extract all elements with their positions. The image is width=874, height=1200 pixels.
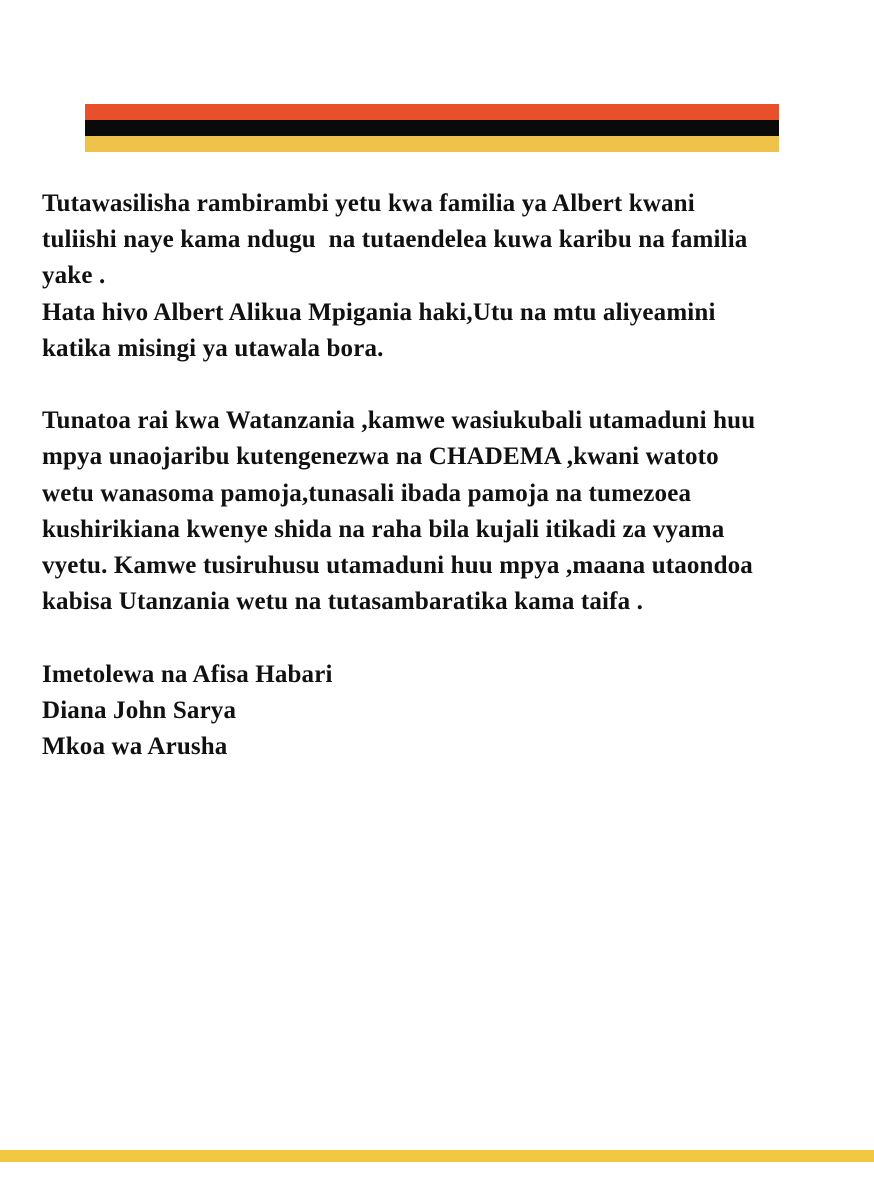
footer-accent-bar: [0, 1150, 874, 1162]
signature-region: Mkoa wa Arusha: [42, 733, 228, 761]
paragraph-gap: [42, 620, 872, 656]
condolence-line-1: Tutawasilisha rambirambi yetu kwa familia ya Albert kwani: [42, 190, 695, 217]
appeal-line-6: kabisa Utanzania wetu na tutasambaratika kama taifa .: [42, 588, 644, 616]
party-flag-band: [85, 104, 779, 152]
appeal-line-1: Tunatoa rai kwa Watanzania ,kamwe wasiukubali utamaduni huu: [42, 407, 756, 435]
condolence-line-2: tuliishi naye kama ndugu na tutaendelea kuwa karibu na familia: [42, 226, 748, 254]
condolence-line-3: yake .: [42, 262, 106, 290]
signature-issuer: Imetolewa na Afisa Habari: [42, 660, 333, 688]
condolence-line-4: Hata hivo Albert Alikua Mpigania haki,Utu na mtu aliyeamini: [42, 298, 716, 326]
appeal-line-2: mpya unaojaribu kutengenezwa na CHADEMA ,kwani watoto: [42, 443, 719, 471]
flag-stripe-red: [85, 104, 779, 120]
statement-body: [42, 186, 872, 765]
appeal-line-5: vyetu. Kamwe tusiruhusu utamaduni huu mpya ,maana utaondoa: [42, 552, 753, 580]
appeal-line-3: wetu wanasoma pamoja,tunasali ibada pamoja na tumezoea: [42, 479, 692, 507]
flag-stripe-yellow: [85, 136, 779, 152]
paragraph-gap: [42, 367, 872, 403]
signature-name: Diana John Sarya: [42, 696, 237, 724]
flag-stripe-black: [85, 120, 779, 136]
appeal-line-4: kushirikiana kwenye shida na raha bila kujali itikadi za vyama: [42, 515, 725, 543]
condolence-line-5: katika misingi ya utawala bora.: [42, 334, 384, 362]
